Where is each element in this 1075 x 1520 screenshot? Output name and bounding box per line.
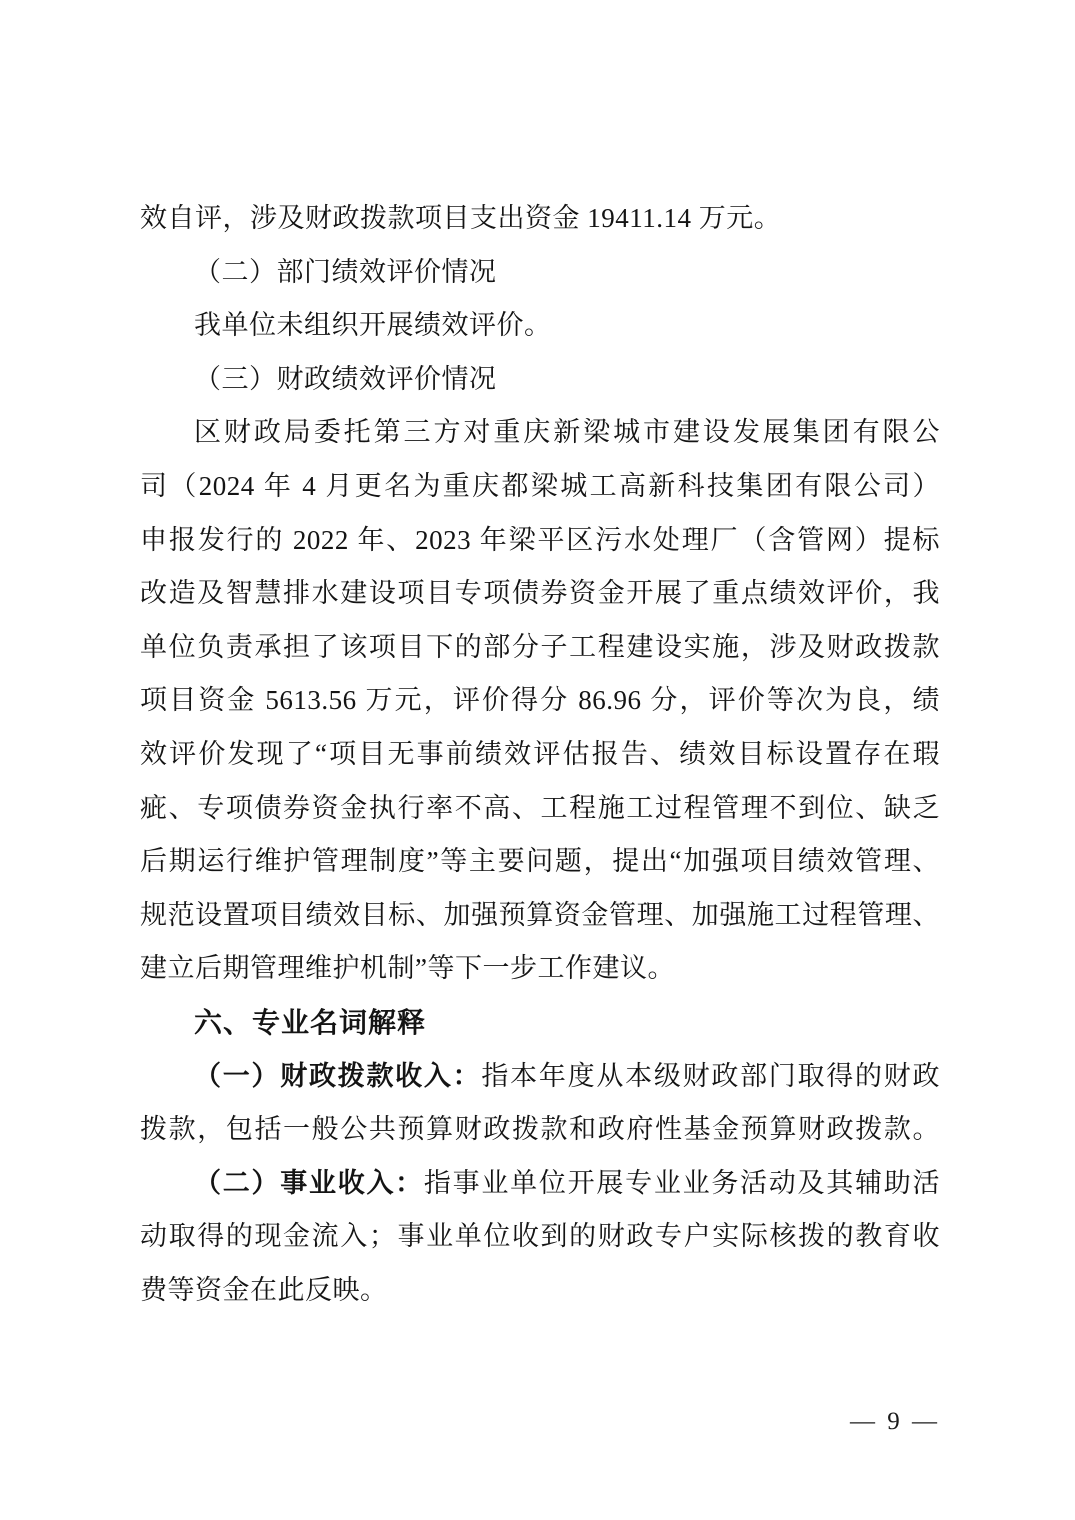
paragraph-fiscal-eval-line-2: 司（2024 年 4 月更名为重庆都梁城工高新科技集团有限公司） xyxy=(140,470,940,501)
term-business-income-line-3: 费等资金在此反映。 xyxy=(140,1274,388,1305)
paragraph-selfeval-last-line: 效自评，涉及财政拨款项目支出资金 19411.14 万元。 xyxy=(140,203,782,233)
page-number: — 9 — xyxy=(850,1408,940,1435)
paragraph-fiscal-eval-line-9: 后期运行维护管理制度”等主要问题，提出“加强项目绩效管理、 xyxy=(140,846,940,877)
paragraph-fiscal-eval-line-10: 规范设置项目绩效目标、加强预算资金管理、加强施工过程管理、 xyxy=(140,899,940,930)
subheading-dept-performance-eval: （二）部门绩效评价情况 xyxy=(194,256,497,287)
term-fiscal-appropriation-line-2: 拨款，包括一般公共预算财政拨款和政府性基金预算财政拨款。 xyxy=(140,1114,940,1145)
term-fiscal-appropriation-text: 指本年度从本级财政部门取得的财政 xyxy=(481,1060,941,1091)
paragraph-fiscal-eval-line-1: 区财政局委托第三方对重庆新梁城市建设发展集团有限公 xyxy=(194,417,940,448)
term-business-income-line-2: 动取得的现金流入；事业单位收到的财政专户实际核拨的教育收 xyxy=(140,1221,940,1252)
paragraph-fiscal-eval-line-4: 改造及智慧排水建设项目专项债券资金开展了重点绩效评价，我 xyxy=(140,578,940,609)
term-business-income-label: （二）事业收入： xyxy=(194,1167,424,1198)
term-fiscal-appropriation-line-1 xyxy=(140,1050,940,1104)
subheading-fiscal-performance-eval: （三）财政绩效评价情况 xyxy=(194,363,497,394)
paragraph-fiscal-eval-line-8: 疵、专项债券资金执行率不高、工程施工过程管理不到位、缺乏 xyxy=(140,792,940,823)
paragraph-fiscal-eval-line-5: 单位负责承担了该项目下的部分子工程建设实施，涉及财政拨款 xyxy=(140,631,940,662)
section-heading-terminology: 六、专业名词解释 xyxy=(194,1006,427,1038)
paragraph-fiscal-eval-line-6: 项目资金 5613.56 万元，评价得分 86.96 分，评价等次为良，绩 xyxy=(140,685,940,716)
paragraph-fiscal-eval-line-3: 申报发行的 2022 年、2023 年梁平区污水处理厂（含管网）提标 xyxy=(140,524,940,555)
paragraph-no-evaluation: 我单位未组织开展绩效评价。 xyxy=(194,310,552,341)
term-business-income-text: 指事业单位开展专业业务活动及其辅助活 xyxy=(423,1167,941,1198)
term-business-income-line-1 xyxy=(140,1157,940,1211)
term-fiscal-appropriation-label: （一）财政拨款收入： xyxy=(194,1060,482,1091)
document-body xyxy=(140,192,940,1317)
paragraph-fiscal-eval-line-11: 建立后期管理维护机制”等下一步工作建议。 xyxy=(140,953,675,984)
paragraph-fiscal-eval-line-7: 效评价发现了“项目无事前绩效评估报告、绩效目标设置存在瑕 xyxy=(140,738,940,769)
